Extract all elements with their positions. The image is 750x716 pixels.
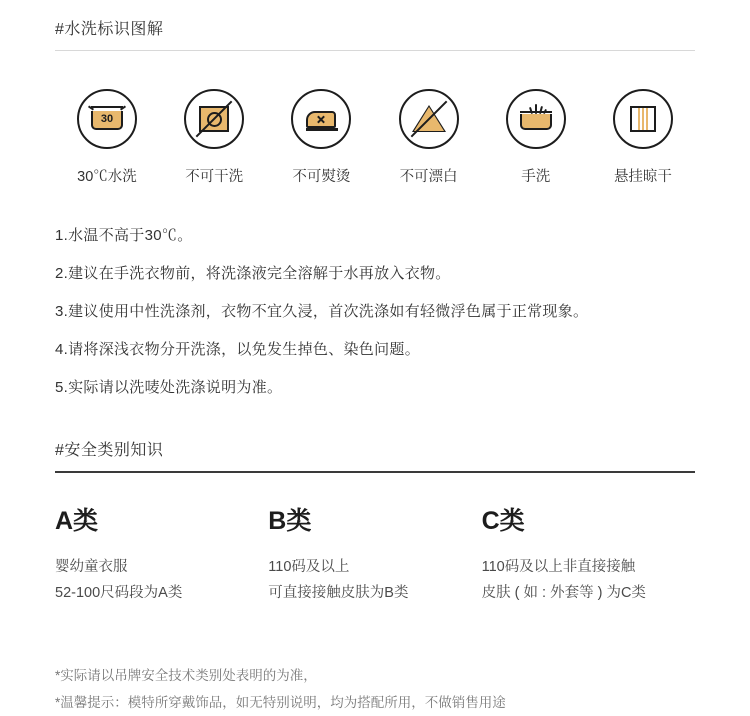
grade-title: A类 <box>55 507 99 535</box>
wash-30-icon <box>77 89 137 149</box>
care-symbol-caption: 手洗 <box>521 169 551 185</box>
care-symbol-no-bleach <box>381 89 477 186</box>
care-symbol-hang-dry <box>595 89 691 186</box>
grade-line: 110码及以上非直接接触 <box>481 559 636 575</box>
care-symbol-hand-wash <box>488 89 584 186</box>
footnote-item: *温馨提示：模特所穿戴饰品，如无特别说明，均为搭配所用，不做销售用途 <box>55 695 506 710</box>
hand-wash-icon <box>506 89 566 149</box>
wash-section-header <box>55 22 695 51</box>
footnote-block <box>55 662 695 716</box>
care-instruction-item: 4.请将深浅衣物分开洗涤，以免发生掉色、染色问题。 <box>55 341 421 358</box>
grade-line: 可直接接触皮肤为B类 <box>268 585 409 601</box>
grade-line: 110码及以上 <box>268 559 350 575</box>
care-instruction-item: 1.水温不高于30℃。 <box>55 227 193 244</box>
care-instruction-item: 2.建议在手洗衣物前，将洗涤液完全溶解于水再放入衣物。 <box>55 265 451 282</box>
no-iron-icon <box>291 89 351 149</box>
wash-section-title: #水洗标识图解 <box>55 21 164 38</box>
grade-line: 婴幼童衣服 <box>55 559 128 575</box>
footnote-item: *实际请以吊牌安全技术类别处表明的为准， <box>55 668 317 683</box>
care-symbol-caption: 悬挂晾干 <box>613 169 672 185</box>
safety-section-header <box>55 443 695 473</box>
care-symbol-no-iron <box>273 89 369 186</box>
no-bleach-icon <box>399 89 459 149</box>
safety-grade-row <box>55 509 695 606</box>
care-symbol-caption: 30℃水洗 <box>77 169 137 185</box>
care-symbol-caption: 不可漂白 <box>399 169 458 185</box>
care-symbol-wash-30 <box>59 89 155 186</box>
grade-line: 皮肤 ( 如 : 外套等 ) 为C类 <box>481 585 646 601</box>
care-symbol-caption: 不可干洗 <box>185 169 244 185</box>
no-tumble-dry-icon <box>184 89 244 149</box>
care-instruction-item: 3.建议使用中性洗涤剂，衣物不宜久浸，首次洗涤如有轻微浮色属于正常现象。 <box>55 303 589 320</box>
care-symbol-caption: 不可熨烫 <box>292 169 351 185</box>
care-instruction-item: 5.实际请以洗唛处洗涤说明为准。 <box>55 379 283 396</box>
care-symbol-no-tumble-dry <box>166 89 262 186</box>
safety-grade-b <box>268 509 481 606</box>
care-instruction-list <box>55 228 695 395</box>
safety-grade-a <box>55 509 268 606</box>
grade-line: 52-100尺码段为A类 <box>55 585 183 601</box>
grade-title: C类 <box>481 507 525 535</box>
safety-section-title: #安全类别知识 <box>55 442 164 459</box>
care-symbol-row <box>55 89 695 186</box>
safety-grade-c <box>482 509 695 606</box>
grade-title: B类 <box>268 507 312 535</box>
wash-temp-value: 30 <box>100 113 114 125</box>
hang-dry-icon <box>613 89 673 149</box>
product-care-page <box>0 22 750 710</box>
